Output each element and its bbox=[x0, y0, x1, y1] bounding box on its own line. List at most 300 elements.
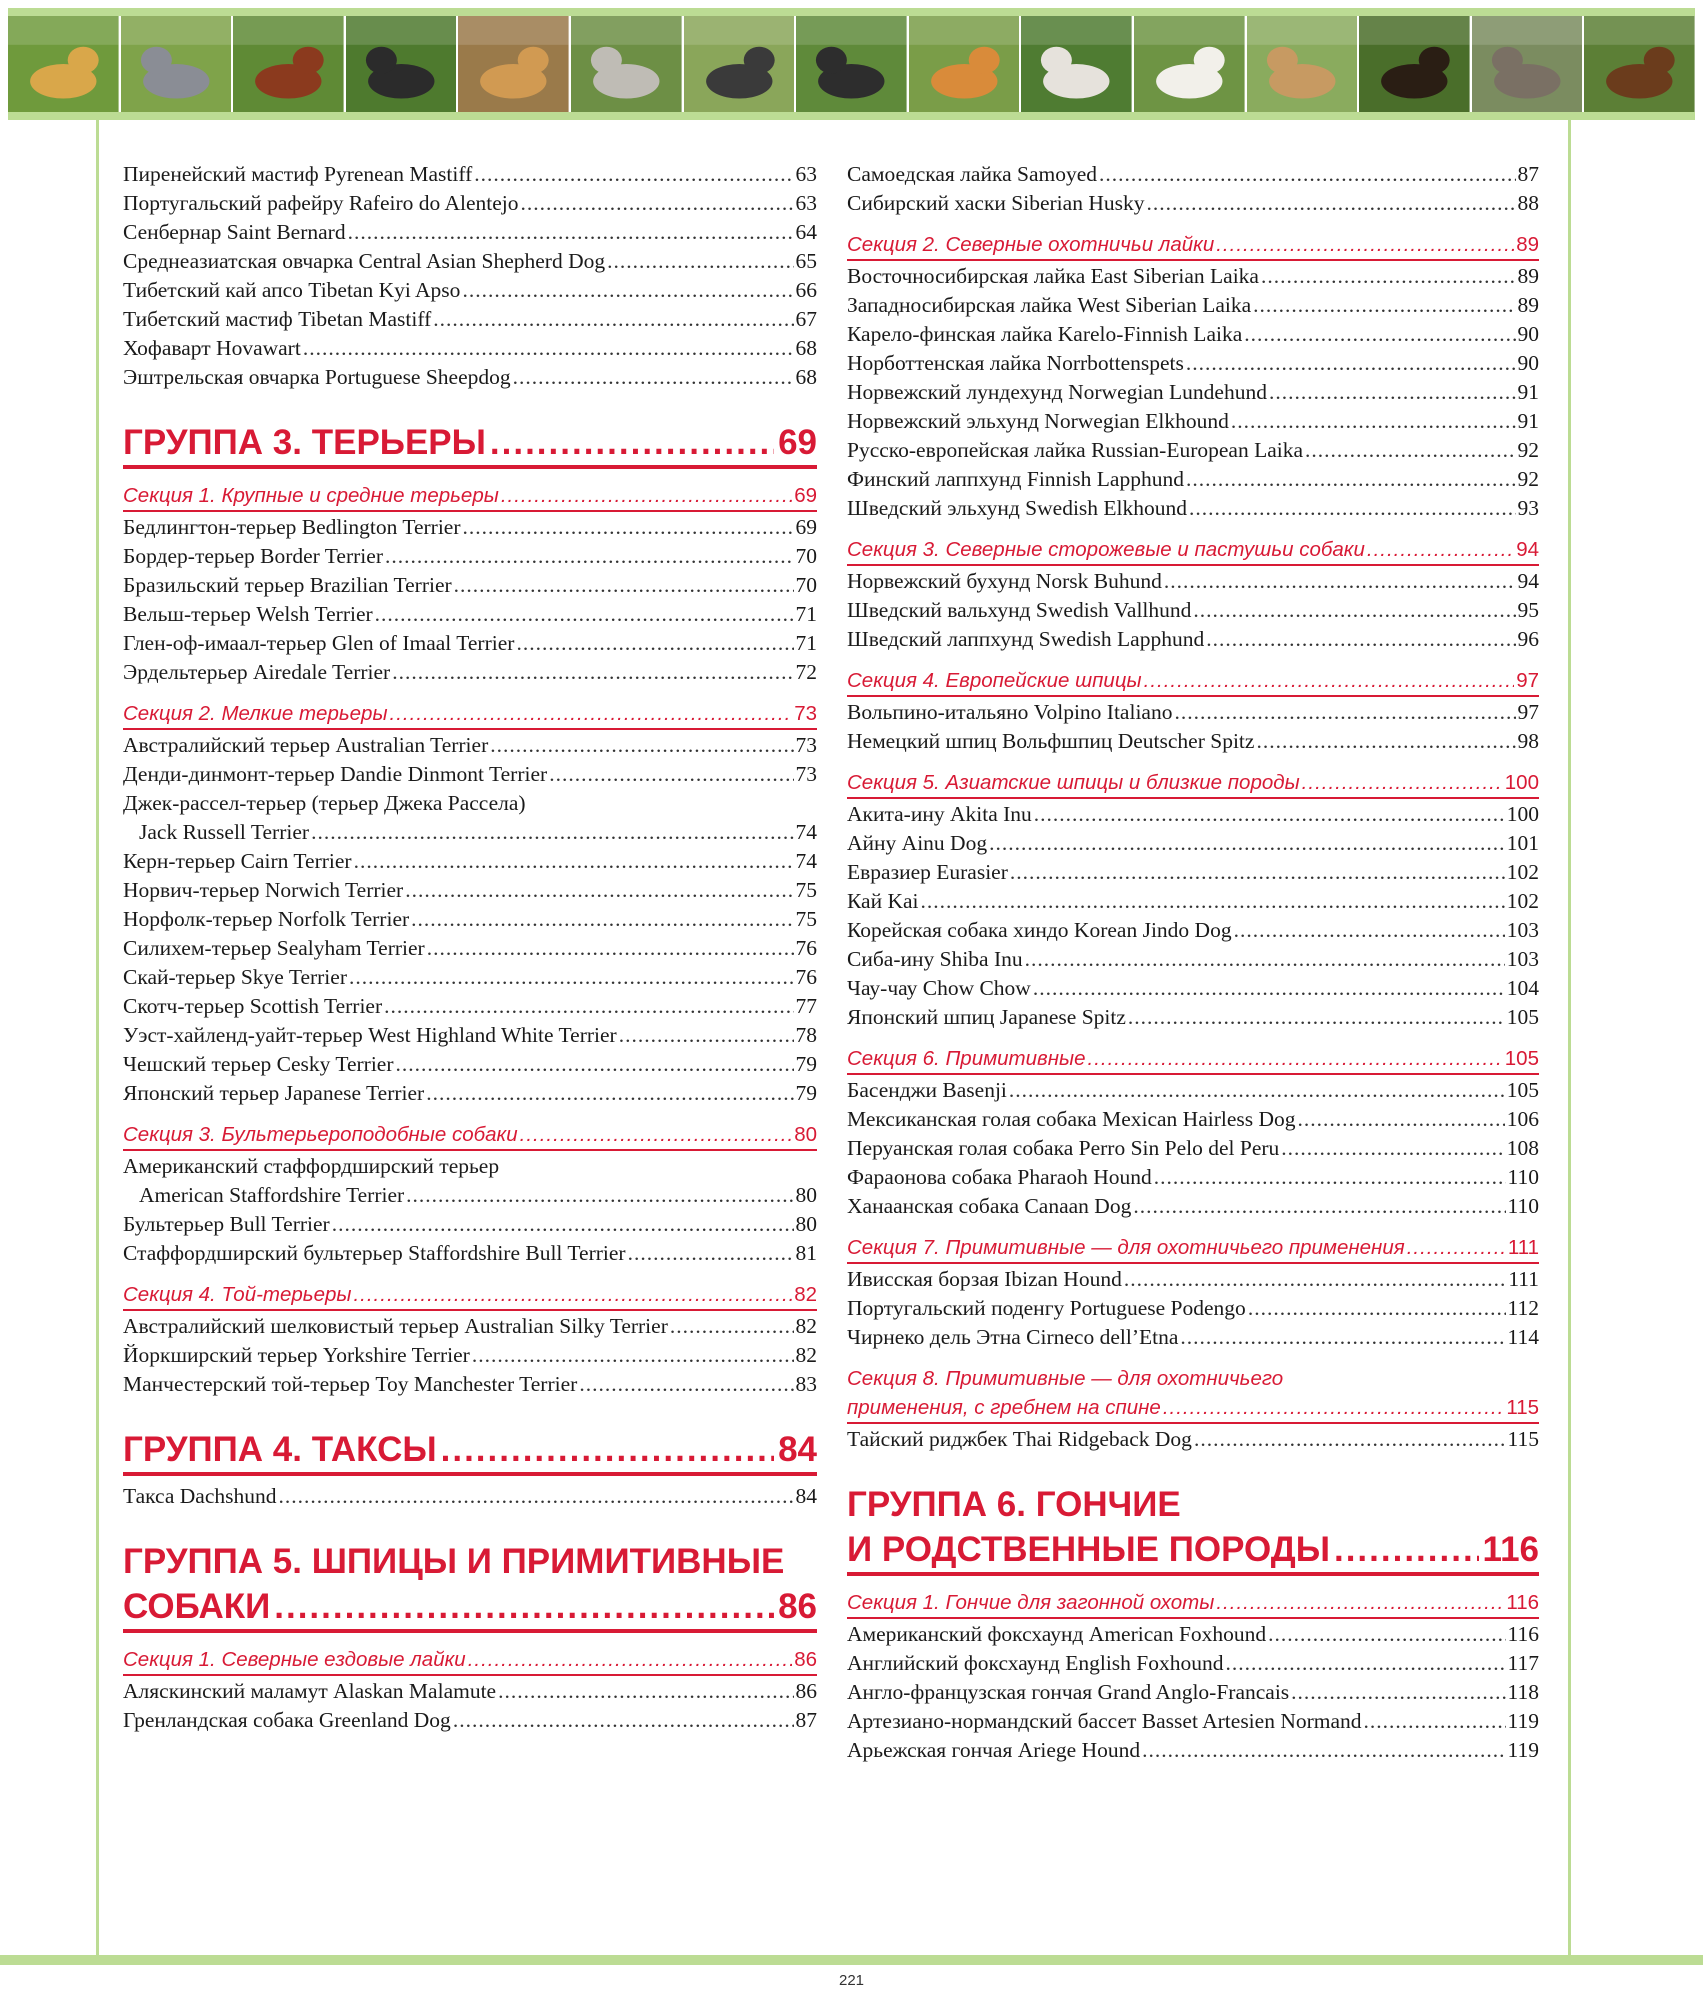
dot-leader bbox=[513, 363, 794, 392]
dot-leader bbox=[1164, 567, 1516, 596]
toc-entry[interactable] bbox=[847, 160, 1539, 189]
toc-entry[interactable] bbox=[847, 596, 1539, 625]
dot-leader bbox=[1154, 1163, 1506, 1192]
dot-leader bbox=[619, 1021, 794, 1050]
entry-title: American Staffordshire Terrier bbox=[139, 1183, 405, 1207]
entry-page: 78 bbox=[795, 1023, 817, 1047]
entry-title: Jack Russell Terrier bbox=[139, 820, 310, 844]
entry-page: 119 bbox=[1507, 1709, 1539, 1733]
collie-puppy-photo bbox=[796, 16, 909, 112]
dot-leader bbox=[1253, 291, 1515, 320]
entry-page: 63 bbox=[795, 162, 817, 186]
dot-leader bbox=[385, 542, 794, 571]
entry-title: Ивисская борзая Ibizan Hound bbox=[847, 1267, 1122, 1291]
entry-page: 114 bbox=[1507, 1325, 1539, 1349]
entry-page: 118 bbox=[1507, 1680, 1539, 1704]
toc-entry[interactable] bbox=[123, 571, 817, 600]
toc-entry[interactable] bbox=[847, 1163, 1539, 1192]
entry-page: 75 bbox=[795, 907, 817, 931]
entry-page: 112 bbox=[1507, 1296, 1539, 1320]
entry-page: 68 bbox=[795, 336, 817, 360]
entry-page: 108 bbox=[1506, 1136, 1539, 1160]
toc-entry[interactable] bbox=[123, 760, 817, 789]
toc-entry[interactable] bbox=[847, 625, 1539, 654]
dot-leader bbox=[579, 1370, 793, 1399]
dot-leader bbox=[1298, 1105, 1505, 1134]
dot-leader bbox=[303, 334, 794, 363]
toc-entry[interactable] bbox=[123, 276, 817, 305]
entry-title: Хофаварт Hovawart bbox=[123, 336, 301, 360]
entry-page: 79 bbox=[795, 1052, 817, 1076]
toc-entry[interactable] bbox=[847, 407, 1539, 436]
entry-title: Бедлингтон-терьер Bedlington Terrier bbox=[123, 515, 461, 539]
toc-entry[interactable] bbox=[123, 1210, 817, 1239]
toc-entry[interactable] bbox=[123, 629, 817, 658]
section-page: 100 bbox=[1504, 771, 1539, 794]
toc-entry[interactable] bbox=[847, 858, 1539, 887]
toc-entry[interactable] bbox=[123, 1312, 817, 1341]
dot-leader bbox=[463, 513, 794, 542]
entry-page: 71 bbox=[795, 631, 817, 655]
entry-page: 79 bbox=[795, 1081, 817, 1105]
section-heading[interactable] bbox=[123, 1120, 817, 1151]
dot-leader bbox=[1174, 698, 1515, 727]
footer-band bbox=[0, 1955, 1703, 1965]
section-page: 111 bbox=[1507, 1236, 1539, 1259]
entry-title: Сенбернар Saint Bernard bbox=[123, 220, 346, 244]
husky-photo bbox=[571, 16, 684, 112]
toc-entry[interactable] bbox=[123, 1370, 817, 1399]
toc-entry[interactable] bbox=[123, 876, 817, 905]
section-heading[interactable] bbox=[123, 699, 817, 730]
toc-entry[interactable] bbox=[847, 1620, 1539, 1649]
dot-leader bbox=[311, 818, 793, 847]
entry-page: 98 bbox=[1517, 729, 1539, 753]
entry-page: 75 bbox=[795, 878, 817, 902]
toc-entry[interactable] bbox=[847, 494, 1539, 523]
section-title: Секция 1. Северные ездовые лайки bbox=[123, 1648, 466, 1671]
toc-entry[interactable] bbox=[847, 727, 1539, 756]
toc-entry[interactable] bbox=[847, 320, 1539, 349]
toc-entry[interactable] bbox=[847, 1265, 1539, 1294]
entry-page: 87 bbox=[1517, 162, 1539, 186]
group-heading[interactable] bbox=[123, 1427, 817, 1476]
dot-leader bbox=[490, 731, 793, 760]
entry-title: Чирнеко дель Этна Cirneco dell’Etna bbox=[847, 1325, 1179, 1349]
entry-page: 117 bbox=[1507, 1651, 1539, 1675]
section-page: 80 bbox=[794, 1123, 817, 1146]
section-title: Секция 3. Северные сторожевые и пастушьи собаки bbox=[847, 538, 1365, 561]
entry-page: 76 bbox=[795, 965, 817, 989]
entry-page: 87 bbox=[795, 1708, 817, 1732]
entry-page: 84 bbox=[795, 1484, 817, 1508]
dot-leader bbox=[1088, 1044, 1503, 1073]
entry-title: Йоркширский терьер Yorkshire Terrier bbox=[123, 1343, 470, 1367]
toc-entry[interactable] bbox=[123, 1706, 817, 1735]
dot-leader bbox=[521, 189, 794, 218]
entry-page: 106 bbox=[1506, 1107, 1539, 1131]
entry-page: 92 bbox=[1517, 467, 1539, 491]
entry-title: Австралийский шелковистый терьер Australian Silky Terrier bbox=[123, 1314, 668, 1338]
toc-entry[interactable] bbox=[123, 1181, 817, 1210]
toc-entry[interactable] bbox=[123, 731, 817, 760]
toc-entry[interactable] bbox=[123, 189, 817, 218]
group-title-line bbox=[847, 1527, 1539, 1576]
entry-title: Арьежская гончая Ariege Hound bbox=[847, 1738, 1141, 1762]
section-heading[interactable] bbox=[847, 1233, 1539, 1264]
entry-page: 76 bbox=[795, 936, 817, 960]
entry-title: Норвич-терьер Norwich Terrier bbox=[123, 878, 404, 902]
entry-title: Кай Kai bbox=[847, 889, 919, 913]
dot-leader bbox=[1194, 1425, 1506, 1454]
section-page: 105 bbox=[1504, 1047, 1539, 1070]
section-title: Секция 2. Мелкие терьеры bbox=[123, 702, 388, 725]
entry-title: Англо-французская гончая Grand Anglo-Francais bbox=[847, 1680, 1290, 1704]
entry-page: 74 bbox=[795, 849, 817, 873]
toc-entry[interactable] bbox=[123, 542, 817, 571]
toc-entry[interactable] bbox=[847, 567, 1539, 596]
entry-page: 111 bbox=[1508, 1267, 1539, 1291]
toc-entry[interactable] bbox=[847, 1425, 1539, 1454]
dot-leader bbox=[1269, 378, 1516, 407]
entry-page: 90 bbox=[1517, 351, 1539, 375]
puppies-photo bbox=[1584, 16, 1695, 112]
toc-left-column bbox=[123, 160, 817, 1735]
entry-page: 105 bbox=[1506, 1078, 1539, 1102]
dot-leader bbox=[501, 481, 792, 510]
toc-entry[interactable] bbox=[123, 1677, 817, 1706]
dot-leader bbox=[1124, 1265, 1507, 1294]
entry-page: 116 bbox=[1507, 1622, 1539, 1646]
section-title-line: Секция 8. Примитивные — для охотничьего bbox=[847, 1367, 1284, 1390]
dot-leader bbox=[1133, 1192, 1505, 1221]
dot-leader bbox=[921, 887, 1505, 916]
entry-title: Чау-чау Chow Chow bbox=[847, 976, 1031, 1000]
entry-title: Бордер-терьер Border Terrier bbox=[123, 544, 383, 568]
entry-title: Сибирский хаски Siberian Husky bbox=[847, 191, 1145, 215]
dot-leader bbox=[1144, 666, 1515, 695]
dot-leader bbox=[453, 1706, 794, 1735]
entry-title: Тайский риджбек Thai Ridgeback Dog bbox=[847, 1427, 1192, 1451]
toc-entry[interactable] bbox=[847, 1134, 1539, 1163]
toc-entry[interactable] bbox=[847, 378, 1539, 407]
group-heading[interactable] bbox=[847, 1482, 1539, 1576]
group-title-line bbox=[123, 1427, 817, 1476]
toc-entry[interactable] bbox=[123, 1341, 817, 1370]
dot-leader bbox=[670, 1312, 794, 1341]
dot-leader bbox=[474, 160, 793, 189]
entry-title: Пиренейский мастиф Pyrenean Mastiff bbox=[123, 162, 473, 186]
toc-entry-text: Американский стаффордширский терьер bbox=[123, 1154, 500, 1178]
section-heading[interactable] bbox=[847, 1588, 1539, 1619]
entry-title: Австралийский терьер Australian Terrier bbox=[123, 733, 489, 757]
group-title: СОБАКИ bbox=[123, 1587, 271, 1626]
toc-entry[interactable] bbox=[847, 1192, 1539, 1221]
entry-page: 89 bbox=[1517, 264, 1539, 288]
toc-entry[interactable] bbox=[847, 189, 1539, 218]
toc-entry[interactable] bbox=[123, 847, 817, 876]
dot-leader bbox=[279, 1482, 794, 1511]
toc-entry[interactable] bbox=[847, 1294, 1539, 1323]
toc-entry[interactable] bbox=[123, 658, 817, 687]
entry-page: 105 bbox=[1506, 1005, 1539, 1029]
entry-page: 72 bbox=[795, 660, 817, 684]
group-title-line bbox=[123, 1539, 817, 1584]
group-page: 116 bbox=[1482, 1530, 1539, 1569]
toc-entry[interactable] bbox=[123, 992, 817, 1021]
group-title: И РОДСТВЕННЫЕ ПОРОДЫ bbox=[847, 1530, 1330, 1569]
section-title: Секция 4. Европейские шпицы bbox=[847, 669, 1142, 692]
group-heading[interactable] bbox=[123, 1539, 817, 1633]
toc-entry[interactable] bbox=[847, 1105, 1539, 1134]
entry-title: Вольпино-итальяно Volpino Italiano bbox=[847, 700, 1173, 724]
entry-title: Айну Ainu Dog bbox=[847, 831, 988, 855]
dot-leader bbox=[405, 876, 793, 905]
entry-page: 68 bbox=[795, 365, 817, 389]
dot-leader bbox=[390, 699, 793, 728]
toc-entry[interactable] bbox=[123, 513, 817, 542]
section-page: 82 bbox=[794, 1283, 817, 1306]
toc-entry[interactable] bbox=[847, 974, 1539, 1003]
group-title: ГРУППА 4. ТАКСЫ bbox=[123, 1430, 437, 1469]
group-title: ГРУППА 3. ТЕРЬЕРЫ bbox=[123, 423, 486, 462]
toc-entry[interactable] bbox=[847, 436, 1539, 465]
entry-title: Перуанская голая собака Perro Sin Pelo del Peru bbox=[847, 1136, 1280, 1160]
toc-entry[interactable] bbox=[123, 305, 817, 334]
entry-page: 65 bbox=[795, 249, 817, 273]
toc-entry-text: Джек-рассел-терьер (терьер Джека Рассела) bbox=[123, 791, 526, 815]
entry-title: Манчестерский той-терьер Toy Manchester Terrier bbox=[123, 1372, 578, 1396]
dot-leader bbox=[1226, 1649, 1506, 1678]
toc-entry[interactable] bbox=[123, 334, 817, 363]
section-heading[interactable] bbox=[123, 481, 817, 512]
dot-leader bbox=[628, 1239, 794, 1268]
dot-leader bbox=[1009, 1076, 1505, 1105]
section-heading[interactable] bbox=[847, 535, 1539, 566]
toc-entry[interactable] bbox=[847, 800, 1539, 829]
entry-page: 97 bbox=[1517, 700, 1539, 724]
toc-entry[interactable] bbox=[847, 1323, 1539, 1352]
entry-page: 96 bbox=[1517, 627, 1539, 651]
labrador-photo bbox=[458, 16, 571, 112]
dot-leader bbox=[520, 1120, 793, 1149]
section-heading[interactable] bbox=[123, 1645, 817, 1676]
saluki-photo bbox=[1247, 16, 1360, 112]
toc-entry[interactable] bbox=[847, 698, 1539, 727]
dot-leader bbox=[1407, 1233, 1506, 1262]
group-title-line bbox=[123, 420, 817, 469]
entry-page: 82 bbox=[795, 1314, 817, 1338]
section-title-line bbox=[847, 1393, 1539, 1424]
section-heading[interactable] bbox=[847, 1044, 1539, 1075]
entry-title: Норфолк-терьер Norfolk Terrier bbox=[123, 907, 410, 931]
toc-right-column bbox=[847, 160, 1539, 1765]
entry-title: Среднеазиатская овчарка Central Asian Shepherd Dog bbox=[123, 249, 606, 273]
entry-title: Бультерьер Bull Terrier bbox=[123, 1212, 330, 1236]
dot-leader bbox=[1256, 727, 1515, 756]
entry-title: Чешский терьер Cesky Terrier bbox=[123, 1052, 394, 1076]
group-title-line bbox=[123, 1584, 817, 1633]
dot-leader bbox=[396, 1050, 794, 1079]
entry-page: 74 bbox=[795, 820, 817, 844]
entry-title: Финский лаппхунд Finnish Lapphund bbox=[847, 467, 1184, 491]
entry-page: 69 bbox=[795, 515, 817, 539]
dot-leader bbox=[1180, 1323, 1505, 1352]
section-page: 89 bbox=[1516, 233, 1539, 256]
dot-leader bbox=[348, 218, 794, 247]
dot-leader bbox=[426, 1079, 793, 1108]
group-page: 69 bbox=[778, 423, 817, 462]
entry-title: Эрдельтерьер Airedale Terrier bbox=[123, 660, 391, 684]
dot-leader bbox=[274, 1584, 774, 1629]
entry-page: 104 bbox=[1506, 976, 1539, 1000]
entry-page: 73 bbox=[795, 762, 817, 786]
toc-entry[interactable] bbox=[123, 1021, 817, 1050]
section-title: Секция 4. Той-терьеры bbox=[123, 1283, 352, 1306]
toc-entry[interactable] bbox=[847, 945, 1539, 974]
toc-entry[interactable] bbox=[847, 349, 1539, 378]
entry-page: 81 bbox=[795, 1241, 817, 1265]
toc-entry[interactable] bbox=[847, 1003, 1539, 1032]
entry-page: 80 bbox=[795, 1183, 817, 1207]
toc-entry[interactable] bbox=[123, 363, 817, 392]
entry-title: Португальский рафейру Rafeiro do Alentejo bbox=[123, 191, 519, 215]
section-heading[interactable] bbox=[847, 1364, 1539, 1424]
dot-leader bbox=[1010, 858, 1505, 887]
dot-leader bbox=[490, 420, 774, 465]
dot-leader bbox=[1216, 230, 1514, 259]
toc-entry[interactable] bbox=[847, 291, 1539, 320]
husky-puppies-photo bbox=[684, 16, 797, 112]
toc-entry[interactable] bbox=[123, 1482, 817, 1511]
entry-page: 100 bbox=[1506, 802, 1539, 826]
entry-page: 67 bbox=[795, 307, 817, 331]
section-heading[interactable] bbox=[847, 768, 1539, 799]
entry-page: 88 bbox=[1517, 191, 1539, 215]
dot-leader bbox=[1291, 1678, 1505, 1707]
dot-leader bbox=[384, 992, 793, 1021]
entry-page: 86 bbox=[795, 1679, 817, 1703]
section-page: 116 bbox=[1506, 1591, 1539, 1614]
toc-entry[interactable] bbox=[123, 1050, 817, 1079]
group-heading[interactable] bbox=[123, 420, 817, 469]
toc-entry[interactable] bbox=[847, 1649, 1539, 1678]
section-heading[interactable] bbox=[847, 666, 1539, 697]
entry-page: 83 bbox=[795, 1372, 817, 1396]
entry-page: 110 bbox=[1507, 1165, 1539, 1189]
dot-leader bbox=[1128, 1003, 1505, 1032]
entry-title: Восточносибирская лайка East Siberian Laika bbox=[847, 264, 1259, 288]
entry-page: 119 bbox=[1507, 1738, 1539, 1762]
toc-entry[interactable] bbox=[847, 262, 1539, 291]
toc-entry[interactable] bbox=[847, 916, 1539, 945]
toc-entry[interactable] bbox=[123, 905, 817, 934]
entry-title: Японский шпиц Japanese Spitz bbox=[847, 1005, 1126, 1029]
toc-entry[interactable] bbox=[123, 818, 817, 847]
toc-entry[interactable] bbox=[123, 247, 817, 276]
toc-entry[interactable] bbox=[123, 600, 817, 629]
section-heading[interactable] bbox=[847, 230, 1539, 261]
dot-leader bbox=[1033, 974, 1505, 1003]
entry-title: Аляскинский маламут Alaskan Malamute bbox=[123, 1679, 497, 1703]
dot-leader bbox=[411, 905, 793, 934]
dot-leader bbox=[1367, 535, 1514, 564]
section-title: Секция 3. Бультерьероподобные собаки bbox=[123, 1123, 518, 1146]
entry-title: Шведский эльхунд Swedish Elkhound bbox=[847, 496, 1188, 520]
dot-leader bbox=[1244, 320, 1515, 349]
entry-page: 92 bbox=[1517, 438, 1539, 462]
entry-page: 63 bbox=[795, 191, 817, 215]
section-title: Секция 5. Азиатские шпицы и близкие породы bbox=[847, 771, 1300, 794]
entry-title: Карело-финская лайка Karelo-Finnish Laika bbox=[847, 322, 1243, 346]
entry-page: 71 bbox=[795, 602, 817, 626]
toc-entry[interactable] bbox=[847, 887, 1539, 916]
entry-title: Евразиер Eurasier bbox=[847, 860, 1008, 884]
entry-title: Скотч-терьер Scottish Terrier bbox=[123, 994, 383, 1018]
section-page: 115 bbox=[1506, 1396, 1539, 1419]
dot-leader bbox=[1206, 625, 1515, 654]
entry-title: Шведский лаппхунд Swedish Lapphund bbox=[847, 627, 1205, 651]
group-title: ГРУППА 6. ГОНЧИЕ bbox=[847, 1485, 1181, 1524]
dot-leader bbox=[441, 1427, 774, 1472]
entry-page: 110 bbox=[1507, 1194, 1539, 1218]
toc-entry[interactable] bbox=[123, 1079, 817, 1108]
group-page: 86 bbox=[778, 1587, 817, 1626]
entry-page: 80 bbox=[795, 1212, 817, 1236]
entry-page: 101 bbox=[1506, 831, 1539, 855]
section-title: Секция 7. Примитивные — для охотничьего применения bbox=[847, 1236, 1405, 1259]
entry-title: Сиба-ину Shiba Inu bbox=[847, 947, 1023, 971]
entry-title: Самоедская лайка Samoyed bbox=[847, 162, 1098, 186]
toc-entry[interactable] bbox=[847, 829, 1539, 858]
chow-chow-photo bbox=[909, 16, 1022, 112]
dot-leader bbox=[498, 1677, 793, 1706]
dot-leader bbox=[375, 600, 794, 629]
entry-page: 95 bbox=[1517, 598, 1539, 622]
section-heading[interactable] bbox=[123, 1280, 817, 1311]
dot-leader bbox=[462, 276, 793, 305]
section-title: Секция 6. Примитивные bbox=[847, 1047, 1086, 1070]
toc-entry[interactable] bbox=[123, 934, 817, 963]
entry-title: Западносибирская лайка West Siberian Laika bbox=[847, 293, 1252, 317]
entry-title: Японский терьер Japanese Terrier bbox=[123, 1081, 425, 1105]
entry-title: Тибетский кай апсо Tibetan Kyi Apso bbox=[123, 278, 461, 302]
section-page: 86 bbox=[794, 1648, 817, 1671]
section-title: применения, с гребнем на спине bbox=[847, 1396, 1161, 1419]
toc-entry[interactable] bbox=[123, 160, 817, 189]
toc-entry[interactable] bbox=[123, 963, 817, 992]
dalmatian-photo bbox=[1134, 16, 1247, 112]
dot-leader bbox=[1334, 1527, 1479, 1572]
entry-title: Бразильский терьер Brazilian Terrier bbox=[123, 573, 452, 597]
entry-page: 115 bbox=[1507, 1427, 1539, 1451]
toc-entry[interactable] bbox=[847, 1736, 1539, 1765]
dot-leader bbox=[1034, 800, 1505, 829]
toc-entry[interactable] bbox=[847, 465, 1539, 494]
entry-title: Артезиано-нормандский бассет Basset Artesien Normand bbox=[847, 1709, 1362, 1733]
group-page: 84 bbox=[778, 1430, 817, 1469]
header-photo-strip bbox=[8, 8, 1695, 120]
dot-leader bbox=[354, 847, 794, 876]
dot-leader bbox=[427, 934, 794, 963]
toc-entry[interactable] bbox=[123, 218, 817, 247]
toc-entry[interactable] bbox=[847, 1678, 1539, 1707]
toc-entry[interactable] bbox=[123, 1239, 817, 1268]
toc-entry[interactable] bbox=[847, 1076, 1539, 1105]
toc-entry[interactable] bbox=[847, 1707, 1539, 1736]
entry-page: 103 bbox=[1506, 947, 1539, 971]
border-collie-photo bbox=[1021, 16, 1134, 112]
